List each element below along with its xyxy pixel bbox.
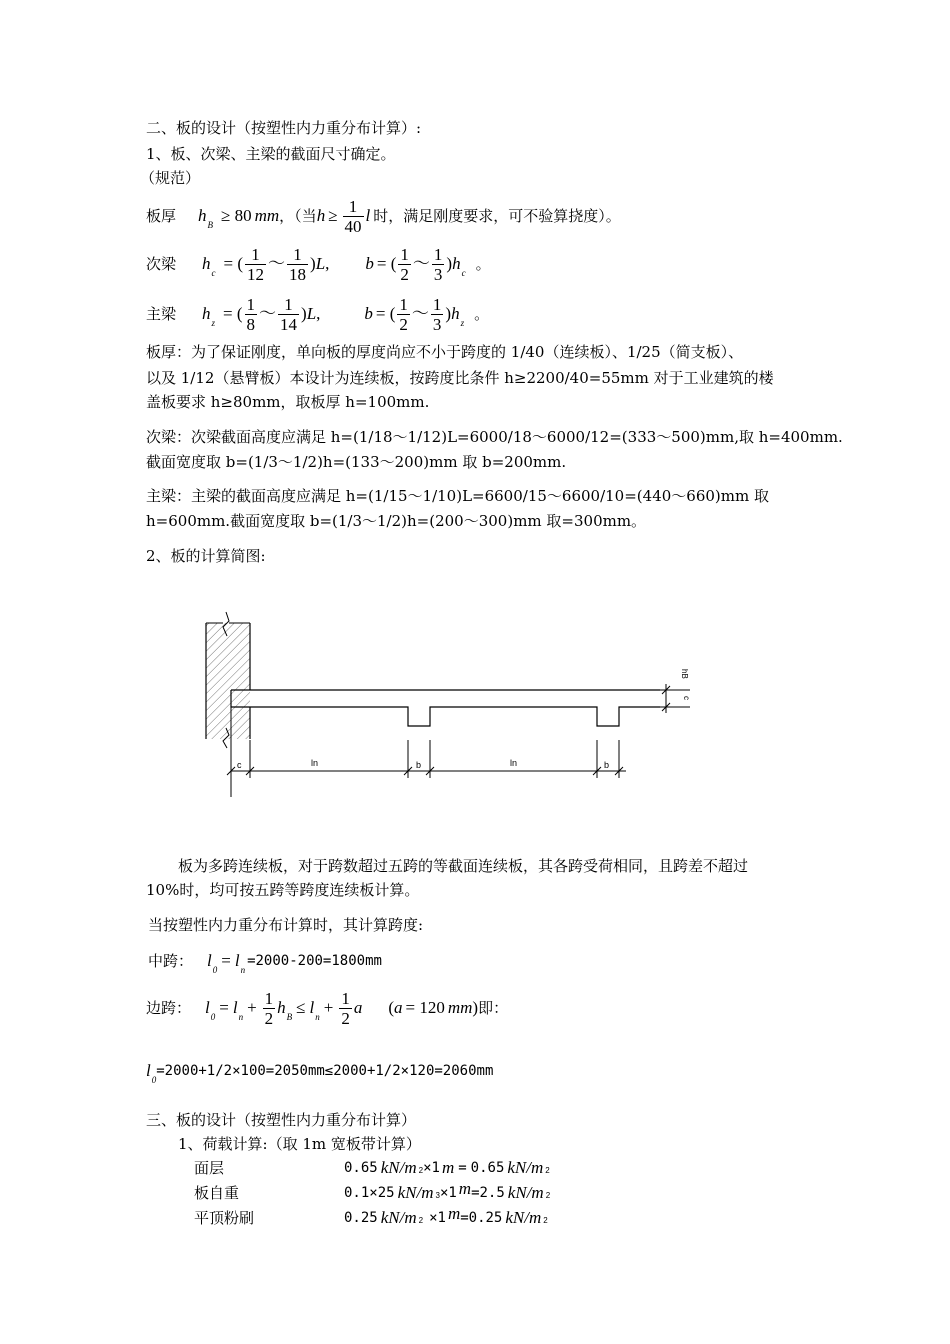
main-para-line-1: 主梁：主梁的截面高度应满足 h=(1/15～1/10)L=6600/15～6600/10=(440～660)mm 取 (146, 487, 769, 505)
main-beam-formula: 主梁 h z = ( $\frac{1}{8}$ ～ $\frac{1}{14}$ ) L , b = ( $\frac{1}{2}$ ～ $\frac{1}{3}$ ) h z 。 (146, 294, 490, 334)
load-row-surface: 面层 0.65 kN / m 2 ×1 m = 0.65 kN / m 2 (194, 1158, 550, 1177)
slab-para-line-2: 以及 1/12（悬臂板）本设计为连续板，按跨度比条件 h≥2200/40=55mm 对于工业建筑的楼 (146, 369, 774, 387)
label-c: c (237, 760, 242, 770)
edge-span-formula: 边跨： l 0 = l n + $\frac{1}{2}$ h B ≤ l n + $\frac{1}{2}$ a ( a = 120 mm ) 即： (146, 988, 509, 1028)
span-para-line-3: 当按塑性内力重分布计算时，其计算跨度: (148, 916, 424, 934)
span-para-line-2: 10%时，均可按五跨等跨度连续板计算。 (146, 881, 420, 899)
slab-thickness-formula: 板厚 h B ≥ 80 mm ，（当 h ≥ $\frac{1}{40}$ l 时，满足刚度要求，可不验算挠度）。 (146, 196, 621, 236)
load-row-ceiling-plaster: 平顶粉刷 0.25 kN / m 2 ×1 m =0.25 kN / m 2 (194, 1204, 548, 1227)
secondary-para-line-2: 截面宽度取 b=(1/3～1/2)h=(133～200)mm 取 b=200mm. (146, 453, 567, 471)
span-dimension-line (227, 740, 626, 778)
support-wall (206, 612, 250, 748)
section-3-title: 三、板的设计（按塑性内力重分布计算） (146, 1111, 417, 1129)
item-1-heading: 1、板、次梁、主梁的截面尺寸确定。 (146, 145, 396, 163)
label-b-2: b (604, 760, 610, 770)
secondary-beam-formula: 次梁 h c = ( $\frac{1}{12}$ ～ $\frac{1}{18}$ ) L , b = ( $\frac{1}{2}$ ～ $\frac{1}{3}$ ) h c 。 (146, 244, 491, 284)
slab-para-line-1: 板厚：为了保证刚度，单向板的厚度尚应不小于跨度的 1/40（连续板）、1/25（简支板）、 (146, 343, 744, 361)
slab-para-line-3: 盖板要求 h≥80mm，取板厚 h=100mm. (146, 393, 430, 411)
middle-span-formula: 中跨： l 0 = l n =2000-200=1800mm (148, 951, 382, 975)
secondary-para-line-1: 次梁：次梁截面高度应满足 h=(1/18～1/12)L=6000/18～6000/12=(333～500)mm,取 h=400mm. (146, 428, 843, 446)
label-hB: hB (680, 669, 689, 679)
slab-calculation-diagram (0, 580, 950, 820)
label-ln-2: ln (510, 758, 518, 768)
label-b-1: b (416, 760, 422, 770)
slab-outline (231, 690, 660, 726)
main-para-line-2: h=600mm.截面宽度取 b=(1/3～1/2)h=(200～300)mm 取=300mm。 (146, 512, 647, 530)
item-2-heading: 2、板的计算简图: (146, 547, 266, 565)
spec-note: （规范） (140, 169, 201, 187)
edge-span-value: l 0 =2000+1/2×100=2050mm≤2000+1/2×120=2060mm (146, 1061, 494, 1085)
load-calc-heading: 1、荷载计算:（取 1m 宽板带计算） (178, 1135, 421, 1153)
label-ln-1: ln (311, 758, 319, 768)
section-2-title: 二、板的设计（按塑性内力重分布计算）: (146, 119, 422, 137)
label-c-right: c (682, 696, 691, 700)
span-para-line-1: 板为多跨连续板，对于跨数超过五跨的等截面连续板，其各跨受荷相同，且跨差不超过 (178, 857, 749, 875)
load-row-self-weight: 板自重 0.1×25 kN / m 3 ×1 m =2.5 kN / m 2 (194, 1179, 551, 1202)
slab-thickness-dimension (660, 669, 691, 713)
